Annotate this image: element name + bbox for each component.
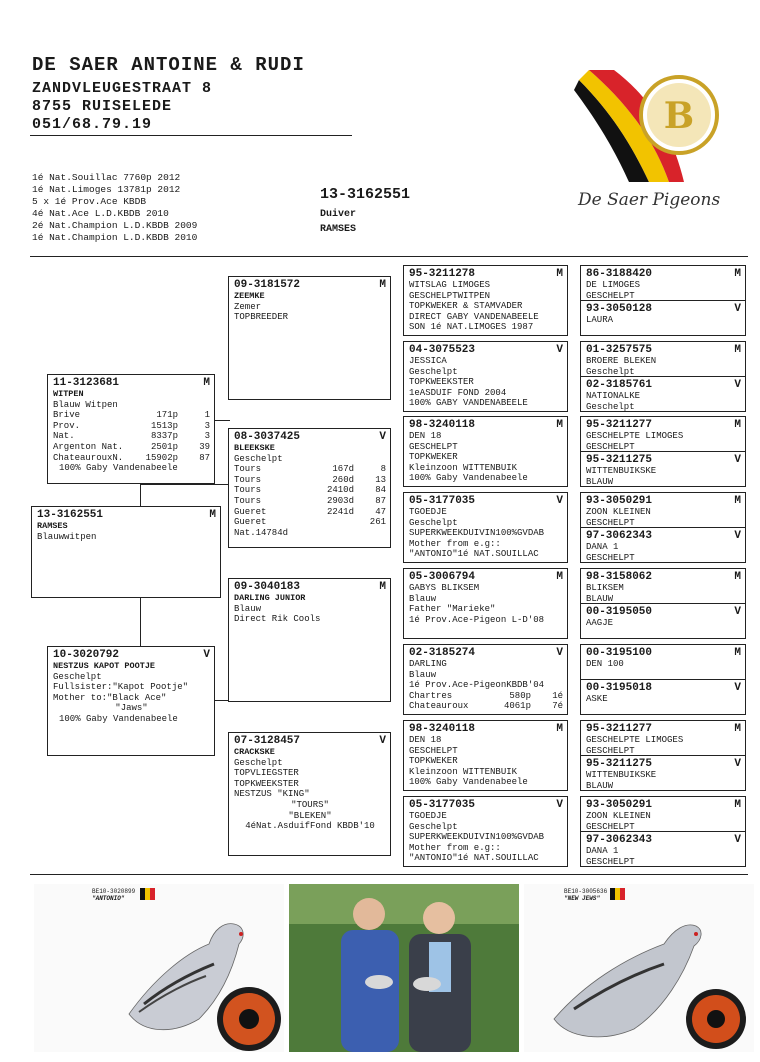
achievement-item: 1é Nat.Champion L.D.KBDB 2010 (32, 232, 198, 243)
pigeon-note: Direct Rik Cools (234, 614, 321, 625)
sex-marker: M (556, 419, 563, 431)
pigeon-note: TOPBREEDER (234, 312, 289, 323)
gen3-box (228, 428, 391, 548)
sex-marker: V (203, 649, 210, 661)
breeder-street: ZANDVLEUGESTRAAT 8 (32, 80, 213, 97)
breeder-name: DE SAER ANTOINE & RUDI (32, 54, 305, 76)
pigeon-color: Blauw Witpen (53, 399, 118, 410)
pigeon-footer: 4éNat.AsduifFond KBDB'10 (245, 821, 375, 832)
sex-marker: V (556, 495, 563, 507)
pigeon-color: Zemer (234, 301, 262, 312)
achievement-item: 5 x 1é Prov.Ace KBDB (32, 196, 147, 207)
gen5-box: 93-3050291 M ZOON KLEINEN GESCHELPT (580, 492, 746, 528)
pigeon-name: ZEEMKE (234, 291, 265, 301)
brand-logo (574, 70, 724, 182)
connector (140, 484, 141, 506)
connector (214, 420, 230, 421)
sex-marker: M (379, 279, 386, 291)
pigeon-name: RAMSES (37, 521, 68, 531)
ring-number: 08-3037425 (234, 431, 301, 443)
pigeon-card-right (524, 884, 754, 1052)
ring-number: 10-3020792 (53, 649, 120, 661)
results-table: Tours 167d 8 Tours 260d 13 Tours 2410d 84 Tours 2903d 87 Gueret 2241d 47 Gueret Nat.14784d 261 (234, 464, 386, 538)
pigeon-color: Geschelpt (234, 757, 283, 768)
connector (140, 484, 230, 485)
gen3-box (228, 578, 391, 702)
main-sex: Duiver (320, 209, 357, 220)
pigeon-color: Geschelpt (53, 671, 102, 682)
pigeon-color: Geschelpt (234, 453, 283, 464)
achievements-list (32, 172, 197, 244)
pigeon-note: NESTZUS "KING" (234, 789, 310, 800)
gen5-box: 00-3195050 V AAGJE (580, 603, 746, 639)
gen4-box: 04-3075523 V JESSICA Geschelpt TOPKWEEKSTER 1eASDUIF FOND 2004 100% GABY VANDENABEELE (403, 341, 568, 412)
card-name: "NEW JEWS" (564, 895, 601, 902)
card-name: "ANTONIO" (92, 895, 125, 902)
gen3-box (228, 276, 391, 400)
results-table: Chartres 580p 1é Chateauroux 4061p 7é (409, 690, 563, 712)
card-ring: BE10-3005636 (564, 888, 608, 895)
header-divider (30, 135, 352, 136)
pigeon-illustration (34, 884, 284, 1052)
sex-marker: M (209, 509, 216, 521)
card-ring: BE10-3020899 (92, 888, 136, 895)
ring-number: 13-3162551 (37, 509, 104, 521)
main-ring-number: 13-3162551 (320, 186, 411, 203)
pigeon-name: CRACKSKE (234, 747, 275, 757)
pigeon-note: TOPVLIEGSTER (234, 768, 299, 779)
breeders-photo (289, 884, 519, 1052)
pigeon-footer: 100% Gaby Vandenabeele (59, 713, 178, 724)
connector (140, 598, 141, 646)
pigeon-illustration (524, 884, 754, 1052)
ring-number: 95-3211278 (409, 268, 476, 280)
breeders-image (289, 884, 519, 1052)
gen4-box: 02-3185274 V DARLING Blauw 1é Prov.Ace-PigeonKBDB'04 Chartres 580p 1é Chateauroux 4061p 7é (403, 644, 568, 715)
sex-marker: M (379, 581, 386, 593)
gen5-box: 00-3195100 M DEN 100 (580, 644, 746, 680)
pigeon-note: "BLEKEN" (288, 810, 332, 821)
ring-number: 05-3177035 (409, 799, 476, 811)
pigeon-name: DARLING JUNIOR (234, 593, 306, 603)
ring-number: 02-3185274 (409, 647, 476, 659)
sex-marker: V (556, 799, 563, 811)
gen5-box: 97-3062343 V DANA 1 GESCHELPT (580, 831, 746, 867)
logo-letter: B (663, 95, 695, 137)
ring-number: 09-3181572 (234, 279, 301, 291)
gen5-box: 93-3050128 V LAURA (580, 300, 746, 336)
pigeon-footer: 100% Gaby Vandenabeele (59, 463, 178, 474)
gen5-box: 00-3195018 V ASKE (580, 679, 746, 715)
ring-number: 05-3177035 (409, 495, 476, 507)
pigeon-name: NESTZUS KAPOT POOTJE (53, 661, 156, 671)
main-pigeon-name: RAMSES (320, 224, 357, 235)
ring-number: 11-3123681 (53, 377, 120, 389)
ring-number: 98-3240118 (409, 723, 476, 735)
pigeon-card-left (34, 884, 284, 1052)
gen4-box: 05-3006794 M GABYS BLIKSEM Blauw Father "Marieke" 1é Prov.Ace-Pigeon L-D'08 (403, 568, 568, 639)
pigeon-note: "Jaws" (115, 703, 148, 714)
pigeon-color: Blauwwitpen (37, 531, 97, 542)
pigeon-note: TOPKWEEKSTER (234, 778, 299, 789)
results-table: Brive 171p 1 Prov. 1513p 3 Nat. 8337p 3 Argenton Nat. 2501p 39 ChateaurouxN. 15902p 87 (53, 410, 210, 463)
gen5-box: 95-3211277 M GESCHELPTE LIMOGES GESCHELPT (580, 416, 746, 452)
dam-box (47, 646, 215, 756)
gen4-box: 05-3177035 V TGOEDJE Geschelpt SUPERKWEEKDUIVIN100%GVDAB Mother from e.g:: "ANTONIO"1é NAT.SOUILLAC (403, 492, 568, 563)
achievement-item: 2é Nat.Champion L.D.KBDB 2009 (32, 220, 198, 231)
sex-marker: V (556, 344, 563, 356)
gen5-box: 86-3188420 M DE LIMOGES GESCHELPT (580, 265, 746, 301)
sex-marker: M (203, 377, 210, 389)
pedigree-bottom-divider (30, 874, 748, 875)
gen5-box: 95-3211277 M GESCHELPTE LIMOGES GESCHELPT (580, 720, 746, 756)
gen5-box: 95-3211275 V WITTENBUIKSKE BLAUW (580, 451, 746, 487)
gen5-box: 93-3050291 M ZOON KLEINEN GESCHELPT (580, 796, 746, 832)
ring-number: 98-3240118 (409, 419, 476, 431)
gen4-box: 98-3240118 M DEN 18 GESCHELPT TOPKWEKER Kleinzoon WITTENBUIK 100% Gaby Vandenabeele (403, 416, 568, 487)
achievement-item: 4é Nat.Ace L.D.KBDB 2010 (32, 208, 169, 219)
gen3-box (228, 732, 391, 856)
sex-marker: M (556, 268, 563, 280)
sex-marker: M (556, 571, 563, 583)
pedigree-subject-box (31, 506, 221, 598)
pigeon-note: Mother to:"Black Ace" (53, 692, 167, 703)
pedigree-top-divider (30, 256, 748, 257)
gen4-box: 95-3211278 M WITSLAG LIMOGES GESCHELPTWITPEN TOPKWEKER & STAMVADER DIRECT GABY VANDENABEELE SON 1é NAT.LIMOGES 1987 (403, 265, 568, 336)
breeder-phone: 051/68.79.19 (32, 116, 153, 133)
ring-number: 07-3128457 (234, 735, 301, 747)
sex-marker: V (556, 647, 563, 659)
ring-number: 09-3040183 (234, 581, 301, 593)
pigeon-name: WITPEN (53, 389, 84, 399)
pigeon-color: Blauw (234, 603, 262, 614)
gen5-box: 02-3185761 V NATIONALKE Geschelpt (580, 376, 746, 412)
pigeon-name: BLEEKSKE (234, 443, 275, 453)
gen5-box: 95-3211275 V WITTENBUIKSKE BLAUW (580, 755, 746, 791)
sex-marker: V (379, 431, 386, 443)
ring-number: 04-3075523 (409, 344, 476, 356)
sire-box (47, 374, 215, 484)
brand-script: De Saer Pigeons (578, 190, 721, 210)
gen5-box: 97-3062343 V DANA 1 GESCHELPT (580, 527, 746, 563)
achievement-item: 1é Nat.Limoges 13781p 2012 (32, 184, 181, 195)
pigeon-note: "TOURS" (291, 799, 329, 810)
achievement-item: 1é Nat.Souillac 7760p 2012 (32, 172, 181, 183)
gen4-box: 05-3177035 V TGOEDJE Geschelpt SUPERKWEEKDUIVIN100%GVDAB Mother from e.g:: "ANTONIO"1é NAT.SOUILLAC (403, 796, 568, 867)
sex-marker: M (556, 723, 563, 735)
pigeon-note: Fullsister:"Kapot Pootje" (53, 682, 189, 693)
ring-number: 05-3006794 (409, 571, 476, 583)
sex-marker: V (379, 735, 386, 747)
gen5-box: 98-3158062 M BLIKSEM BLAUW (580, 568, 746, 604)
gen4-box: 98-3240118 M DEN 18 GESCHELPT TOPKWEKER Kleinzoon WITTENBUIK 100% Gaby Vandenabeele (403, 720, 568, 791)
breeder-city: 8755 RUISELEDE (32, 98, 173, 115)
gen5-box: 01-3257575 M BROERE BLEKEN Geschelpt (580, 341, 746, 377)
